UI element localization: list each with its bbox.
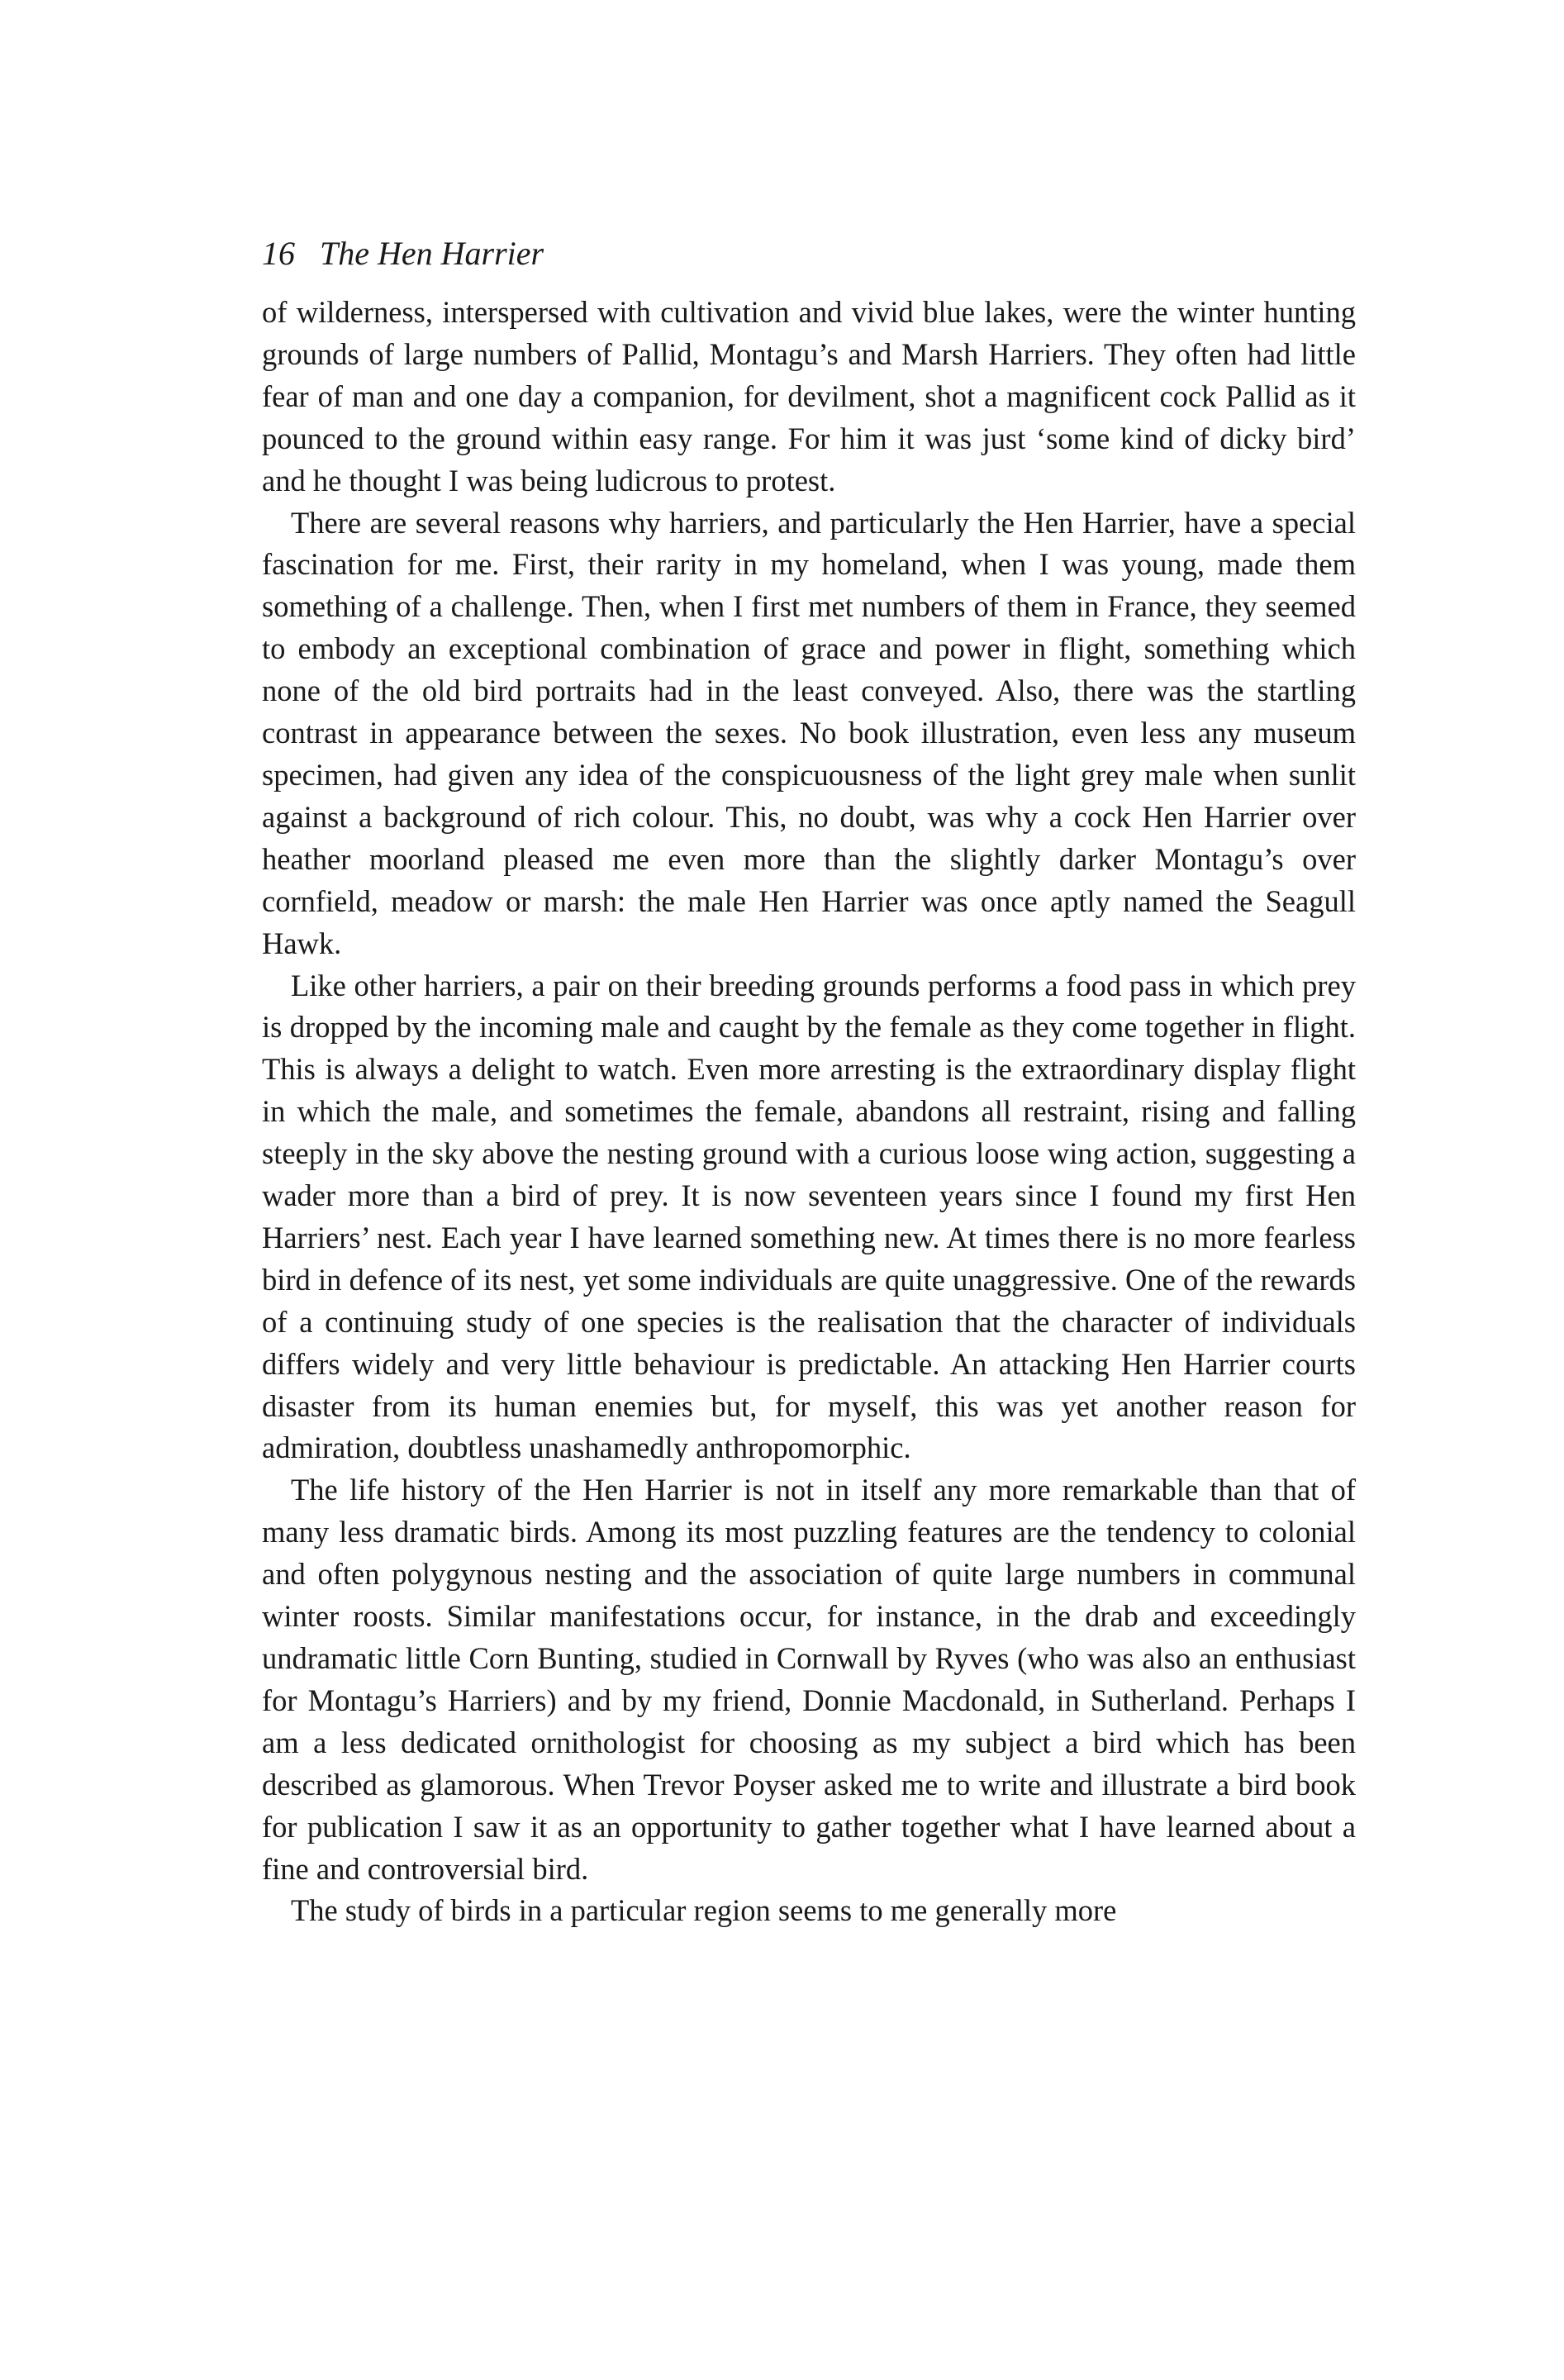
page-number: 16 <box>262 235 295 272</box>
book-title: The Hen Harrier <box>320 235 544 272</box>
paragraph: Like other harriers, a pair on their breeding grounds performs a food pass in which prey is dropped by the incoming male and caught by the female as they come together in flight. This is always a delight to watch. Even more arresting is the extraordinary display flight in which the male, and sometimes the female, abandons all restraint, rising and falling steeply in the sky above the nesting ground with a curious loose wing action, suggesting a wader more than a bird of prey. It is now seventeen years since I found my first Hen Harriers’ nest. Each year I have learned something new. At times there is no more fearless bird in defence of its nest, yet some individuals are quite unaggressive. One of the rewards of a continuing study of one species is the realisation that the character of individuals differs widely and very little behaviour is predictable. An attacking Hen Harrier courts disaster from its human enemies but, for myself, this was yet another reason for admiration, doubtless unashamedly anthropomorphic. <box>262 968 1356 1465</box>
running-head <box>262 234 544 273</box>
paragraph: The life history of the Hen Harrier is not in itself any more remarkable than that of many less dramatic birds. Among its most puzzling features are the tendency to colonial and often polygynous nesting and the association of quite large numbers in communal winter roosts. Similar manifestations occur, for instance, in the drab and exceedingly undramatic little Corn Bunting, studied in Cornwall by Ryves (who was also an enthusiast for Montagu’s Harriers) and by my friend, Donnie Macdonald, in Sutherland. Perhaps I am a less dedicated ornithologist for choosing as my subject a bird which has been described as glamorous. When Trevor Poyser asked me to write and illustrate a bird book for publication I saw it as an opportunity to gather together what I have learned about a fine and controversial bird. <box>262 1473 1356 1886</box>
paragraph-incomplete: The study of birds in a particular region seems to me generally more <box>291 1893 1117 1928</box>
body-text <box>262 292 1356 1932</box>
paragraph-continued: of wilderness, interspersed with cultivation and vivid blue lakes, were the winter hunting grounds of large numbers of Pallid, Montagu’s and Marsh Harriers. They often had little fear of man and one day a companion, for devilment, shot a magnificent cock Pallid as it pounced to the ground within easy range. For him it was just ‘some kind of dicky bird’ and he thought I was being ludicrous to protest. <box>262 295 1356 497</box>
paragraph: There are several reasons why harriers, and particularly the Hen Harrier, have a special fascination for me. First, their rarity in my homeland, when I was young, made them something of a challenge. Then, when I first met numbers of them in France, they seemed to embody an exceptional combination of grace and power in flight, something which none of the old bird portraits had in the least conveyed. Also, there was the startling contrast in appearance between the sexes. No book illustration, even less any museum specimen, had given any idea of the conspicuousness of the light grey male when sunlit against a background of rich colour. This, no doubt, was why a cock Hen Harrier over heather moorland pleased me even more than the slightly darker Montagu’s over cornfield, meadow or marsh: the male Hen Harrier was once aptly named the Seagull Hawk. <box>262 505 1356 960</box>
